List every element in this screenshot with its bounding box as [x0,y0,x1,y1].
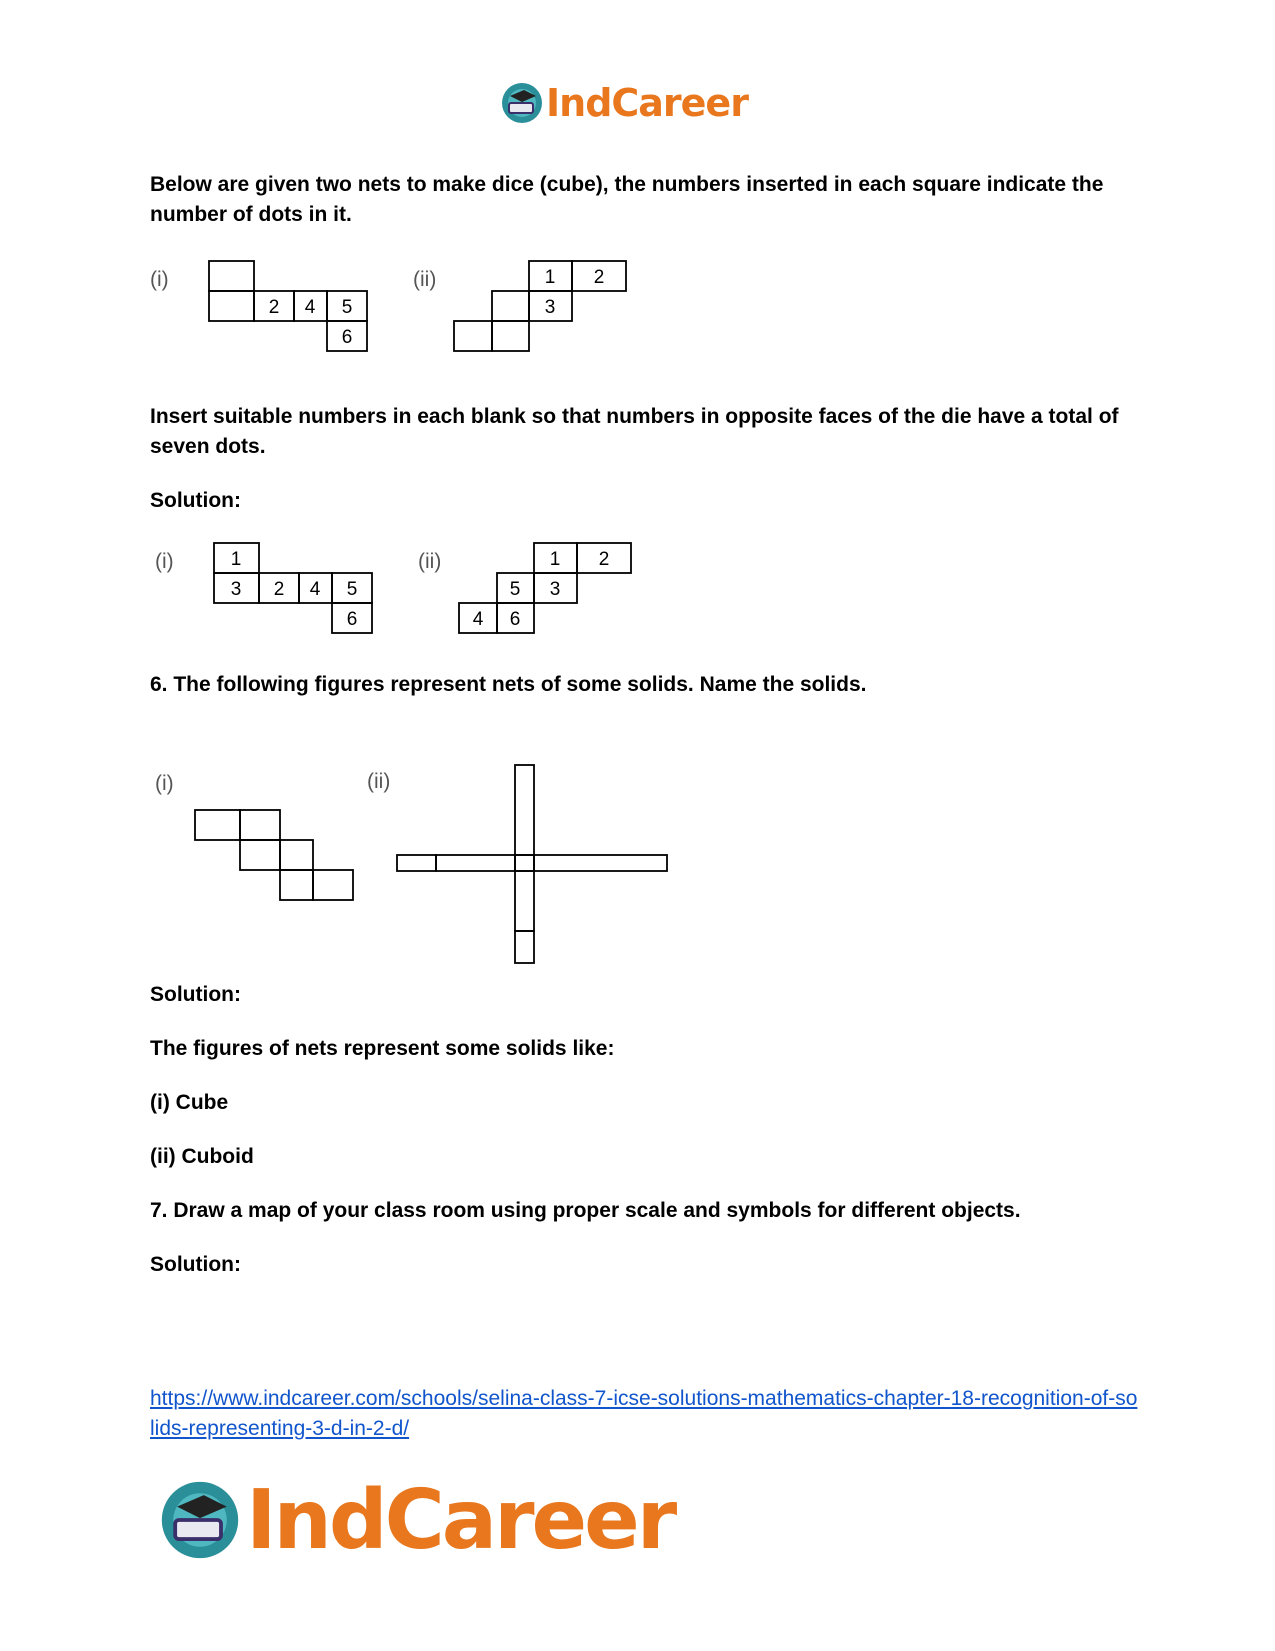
face-number: 2 [598,549,610,570]
face-number: 6 [346,609,358,630]
net-label-i: (i) [155,772,174,795]
face-number: 3 [544,297,556,318]
face-number: 5 [346,579,358,600]
answer-i: (i) Cube [150,1091,229,1114]
solution-dice-nets [150,542,660,652]
net-label-ii: (ii) [367,770,391,793]
net-label-i: (i) [150,268,169,291]
face-number: 2 [593,267,605,288]
face-number: 3 [549,579,561,600]
graduation-book-icon [158,1478,242,1562]
header-logo [500,78,748,128]
face-number: 1 [230,549,242,570]
face-number: 2 [268,297,280,318]
net-label-ii: (ii) [413,268,437,291]
source-link[interactable]: https://www.indcareer.com/schools/selina-class-7-icse-solutions-mathematics-chapter-18-recognition-of-solids-representing-3-d-in-2-d/ [150,1387,1138,1440]
solid-nets-figure [150,760,690,970]
solution-heading: Solution: [150,983,241,1006]
face-number: 4 [304,297,316,318]
question-dice-nets [145,260,655,370]
solution-heading: Solution: [150,1253,241,1276]
face-number: 5 [509,579,521,600]
graduation-book-icon [500,81,544,125]
question-6: 6. The following figures represent nets of some solids. Name the solids. [150,673,867,696]
logo-text: IndCareer [546,81,748,125]
solution-heading: Solution: [150,489,241,512]
answer-intro: The figures of nets represent some solids like: [150,1037,615,1060]
logo-text: IndCareer [246,1472,675,1568]
intro-paragraph: Below are given two nets to make dice (cube), the numbers inserted in each square indicate the number of dots in it. [150,173,1104,226]
face-number: 2 [273,579,285,600]
question-7: 7. Draw a map of your class room using proper scale and symbols for different objects. [150,1199,1021,1222]
face-number: 6 [341,327,353,348]
net-label-i: (i) [155,550,174,573]
face-number: 1 [549,549,561,570]
answer-ii: (ii) Cuboid [150,1145,254,1168]
face-number: 5 [341,297,353,318]
face-number: 6 [509,609,521,630]
net-label-ii: (ii) [418,550,442,573]
footer-logo [158,1470,674,1570]
face-number: 4 [472,609,484,630]
instruction-paragraph: Insert suitable numbers in each blank so that numbers in opposite faces of the die have a total of seven dots. [150,405,1119,458]
face-number: 1 [544,267,556,288]
face-number: 4 [309,579,321,600]
face-number: 3 [230,579,242,600]
